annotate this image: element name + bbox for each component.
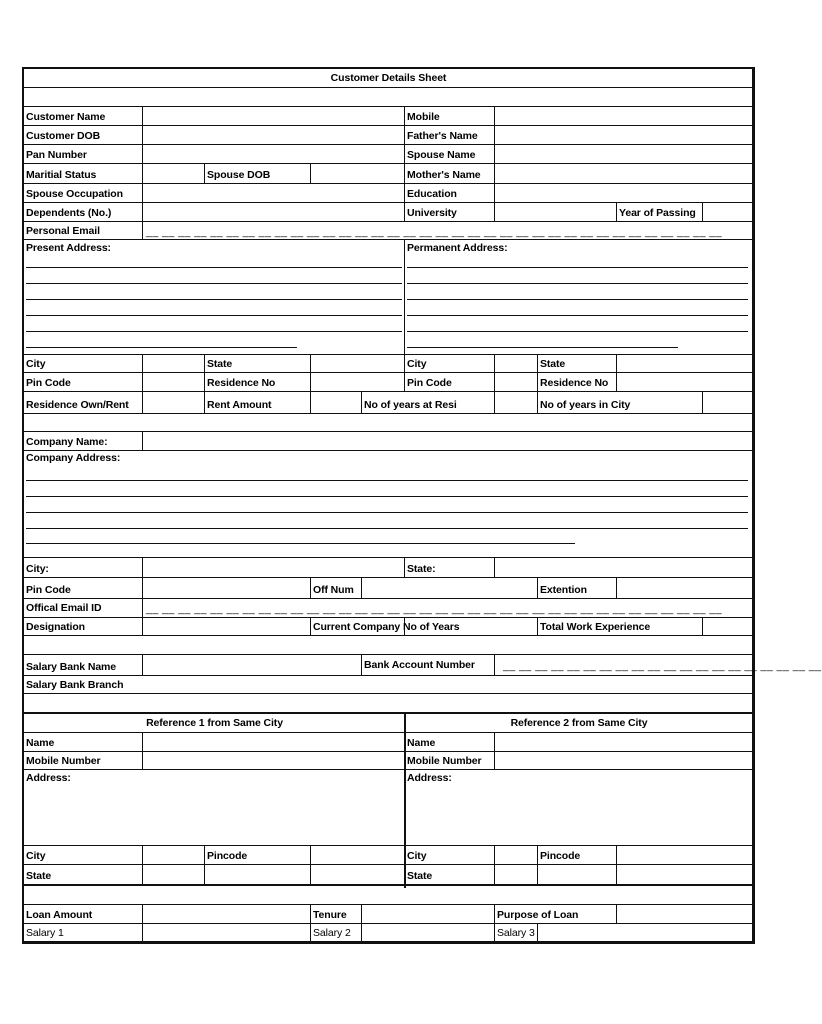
loan-amount-input[interactable] xyxy=(143,905,311,924)
ref1-pincode-input[interactable] xyxy=(311,846,405,865)
rent-amount-label: Rent Amount xyxy=(207,399,272,411)
company-city-input[interactable] xyxy=(143,558,405,578)
spacer-row-1 xyxy=(24,88,753,107)
permanent-city-input[interactable] xyxy=(495,355,538,373)
off-num-label: Off Num xyxy=(313,584,354,596)
permanent-state-input[interactable] xyxy=(617,355,753,373)
ref1-pincode-label: Pincode xyxy=(207,850,248,862)
sheet-title: Customer Details Sheet xyxy=(330,72,447,84)
official-email-label: Offical Email ID xyxy=(26,602,102,614)
mobile-input[interactable] xyxy=(495,107,753,126)
permanent-city-label: City xyxy=(407,358,427,370)
spacer-row-3 xyxy=(24,636,753,655)
rent-amount-input[interactable] xyxy=(311,392,362,414)
spacer-row-4 xyxy=(24,694,753,713)
ref1-state-input-2[interactable] xyxy=(205,865,311,885)
designation-label: Designation xyxy=(26,621,85,633)
company-address-line-1 xyxy=(26,480,748,481)
present-address-line-6 xyxy=(26,347,297,348)
company-pin-code-input[interactable] xyxy=(143,578,311,599)
ref2-state-input-3[interactable] xyxy=(617,865,753,885)
tenure-label: Tenure xyxy=(313,909,347,921)
education-input[interactable] xyxy=(495,184,753,203)
present-city-label: City xyxy=(26,358,46,370)
ref1-name-input[interactable] xyxy=(143,733,405,752)
salary2-label: Salary 2 xyxy=(313,927,351,939)
permanent-address-line-3 xyxy=(407,299,748,300)
ref2-state-input[interactable] xyxy=(495,865,538,885)
present-state-label: State xyxy=(207,358,233,370)
present-address-block xyxy=(24,240,405,355)
present-pin-code-label: Pin Code xyxy=(26,377,71,389)
salary3-input[interactable] xyxy=(538,924,753,942)
company-name-input[interactable] xyxy=(143,432,753,451)
ref2-state-input-2[interactable] xyxy=(538,865,617,885)
designation-input[interactable] xyxy=(143,618,311,636)
official-email-blanks[interactable]: __ __ __ __ __ __ __ __ __ __ __ __ __ __ __ __ __ __ __ __ __ __ __ __ __ __ __ __ __ __ __ __ __ __ __ __ xyxy=(146,603,723,615)
fathers-name-input[interactable] xyxy=(495,126,753,145)
permanent-address-block xyxy=(405,240,753,355)
ref1-mobile-input[interactable] xyxy=(143,752,405,770)
residence-own-rent-input[interactable] xyxy=(143,392,205,414)
personal-email-blanks[interactable]: __ __ __ __ __ __ __ __ __ __ __ __ __ __ __ __ __ __ __ __ __ __ __ __ __ __ __ __ __ __ __ __ __ __ __ __ xyxy=(146,226,723,238)
customer-name-input[interactable] xyxy=(143,107,405,126)
company-address-line-3 xyxy=(26,512,748,513)
fathers-name-label: Father's Name xyxy=(407,130,478,142)
ref1-name-label: Name xyxy=(26,737,55,749)
present-residence-no-input[interactable] xyxy=(311,373,405,392)
years-at-resi-label: No of years at Resi xyxy=(364,399,457,411)
account-number-label: Bank Account Number xyxy=(364,659,475,671)
ref1-address-label: Address: xyxy=(26,772,71,784)
spacer-row-2 xyxy=(24,414,753,432)
permanent-address-line-1 xyxy=(407,267,748,268)
present-state-input[interactable] xyxy=(311,355,405,373)
present-city-input[interactable] xyxy=(143,355,205,373)
years-in-city-label: No of years in City xyxy=(540,399,631,411)
customer-dob-label: Customer DOB xyxy=(26,130,101,142)
ref1-state-label: State xyxy=(26,870,52,882)
ref2-mobile-label: Mobile Number xyxy=(407,755,482,767)
customer-dob-input[interactable] xyxy=(143,126,405,145)
spouse-occupation-label: Spouse Occupation xyxy=(26,188,123,200)
permanent-address-line-4 xyxy=(407,315,748,316)
ref2-mobile-input[interactable] xyxy=(495,752,753,770)
loan-amount-label: Loan Amount xyxy=(26,909,93,921)
present-address-line-4 xyxy=(26,315,402,316)
dependents-label: Dependents (No.) xyxy=(26,207,112,219)
salary-bank-name-input[interactable] xyxy=(143,655,362,676)
spouse-occupation-input[interactable] xyxy=(143,184,405,203)
ref1-mobile-label: Mobile Number xyxy=(26,755,101,767)
personal-email-label: Personal Email xyxy=(26,225,100,237)
residence-own-rent-label: Residence Own/Rent xyxy=(26,399,129,411)
mothers-name-input[interactable] xyxy=(495,164,753,184)
ref2-name-input[interactable] xyxy=(495,733,753,752)
year-of-passing-input[interactable] xyxy=(703,203,753,222)
ref1-city-label: City xyxy=(26,850,46,862)
company-address-block xyxy=(24,451,753,558)
permanent-state-label: State xyxy=(540,358,566,370)
ref2-title: Reference 2 from Same City xyxy=(510,717,648,729)
company-state-label: State: xyxy=(407,563,436,575)
marital-status-input[interactable] xyxy=(143,164,205,184)
extention-label: Extention xyxy=(540,584,587,596)
extention-input[interactable] xyxy=(617,578,753,599)
year-of-passing-label: Year of Passing xyxy=(619,207,696,219)
mothers-name-label: Mother's Name xyxy=(407,169,481,181)
present-address-label: Present Address: xyxy=(26,242,111,254)
ref2-state-label: State xyxy=(407,870,433,882)
permanent-residence-no-input[interactable] xyxy=(617,373,753,392)
permanent-address-label: Permanent Address: xyxy=(407,242,508,254)
company-pin-code-label: Pin Code xyxy=(26,584,71,596)
salary1-input[interactable] xyxy=(143,924,311,942)
ref2-pincode-label: Pincode xyxy=(540,850,581,862)
spouse-name-label: Spouse Name xyxy=(407,149,476,161)
spouse-dob-label: Spouse DOB xyxy=(207,169,271,181)
permanent-address-line-5 xyxy=(407,331,748,332)
present-address-line-2 xyxy=(26,283,402,284)
company-address-label: Company Address: xyxy=(26,452,121,464)
total-experience-label: Total Work Experience xyxy=(540,621,651,633)
ref1-state-input[interactable] xyxy=(143,865,205,885)
ref2-city-input[interactable] xyxy=(495,846,538,865)
salary2-input[interactable] xyxy=(362,924,495,942)
years-at-resi-input[interactable] xyxy=(495,392,538,414)
permanent-residence-no-label: Residence No xyxy=(540,377,609,389)
off-num-input[interactable] xyxy=(362,578,538,599)
spouse-name-input[interactable] xyxy=(495,145,753,164)
purpose-input[interactable] xyxy=(617,905,753,924)
present-address-line-1 xyxy=(26,267,402,268)
company-address-line-2 xyxy=(26,496,748,497)
permanent-address-line-6 xyxy=(407,347,678,348)
total-experience-input[interactable] xyxy=(703,618,753,636)
tenure-input[interactable] xyxy=(362,905,495,924)
permanent-pin-code-label: Pin Code xyxy=(407,377,452,389)
ref2-address-label: Address: xyxy=(407,772,452,784)
university-input[interactable] xyxy=(495,203,617,222)
mobile-label: Mobile xyxy=(407,111,440,123)
spacer-row-5 xyxy=(24,886,753,905)
years-in-city-input[interactable] xyxy=(703,392,753,414)
ref1-state-input-3[interactable] xyxy=(311,865,405,885)
account-number-blanks[interactable]: __ __ __ __ __ __ __ __ __ __ __ __ __ __ __ __ __ __ __ __ xyxy=(503,660,822,672)
present-address-line-3 xyxy=(26,299,402,300)
company-address-line-4 xyxy=(26,528,748,529)
ref1-title: Reference 1 from Same City xyxy=(146,717,283,729)
present-residence-no-label: Residence No xyxy=(207,377,276,389)
education-label: Education xyxy=(407,188,457,200)
salary3-label: Salary 3 xyxy=(497,927,535,939)
dependents-input[interactable] xyxy=(143,203,405,222)
salary-bank-name-label: Salary Bank Name xyxy=(26,661,117,673)
marital-status-label: Maritial Status xyxy=(26,169,97,181)
current-years-input[interactable] xyxy=(405,618,538,636)
ref2-city-label: City xyxy=(407,850,427,862)
spouse-dob-input[interactable] xyxy=(311,164,405,184)
present-address-line-5 xyxy=(26,331,402,332)
current-years-label: Current Company No of Years xyxy=(313,621,460,633)
permanent-pin-code-input[interactable] xyxy=(495,373,538,392)
company-name-label: Company Name: xyxy=(26,436,108,448)
company-state-input[interactable] xyxy=(495,558,753,578)
present-pin-code-input[interactable] xyxy=(143,373,205,392)
company-city-label: City: xyxy=(26,563,49,575)
ref1-city-input[interactable] xyxy=(143,846,205,865)
salary1-label: Salary 1 xyxy=(26,927,64,939)
purpose-label: Purpose of Loan xyxy=(497,909,579,921)
university-label: University xyxy=(407,207,457,219)
customer-name-label: Customer Name xyxy=(26,111,106,123)
ref2-name-label: Name xyxy=(407,737,436,749)
company-address-line-5 xyxy=(26,543,575,544)
salary-bank-branch-label: Salary Bank Branch xyxy=(26,679,124,691)
pan-number-label: Pan Number xyxy=(26,149,87,161)
pan-number-input[interactable] xyxy=(143,145,405,164)
permanent-address-line-2 xyxy=(407,283,748,284)
ref2-pincode-input[interactable] xyxy=(617,846,753,865)
